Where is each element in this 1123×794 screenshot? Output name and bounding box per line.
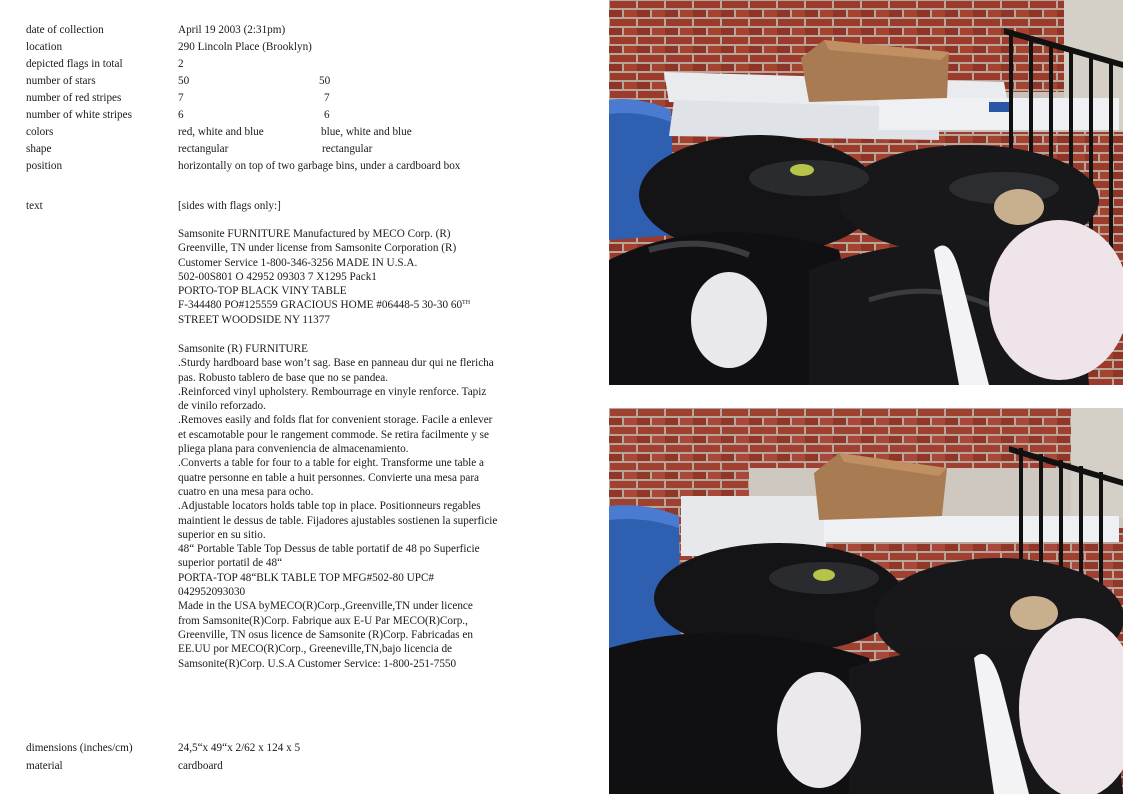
field-material: [26, 759, 586, 774]
text-line: 042952093030: [178, 586, 246, 599]
text-line: .Reinforced vinyl upholstery. Rembourrage en vinyle renforce. Tapiz: [178, 385, 487, 398]
field-label: material: [26, 760, 63, 772]
text-intro: [sides with flags only:]: [178, 200, 281, 212]
text-line: quatre personne en table a huit personnes. Convierte una mesa para: [178, 471, 480, 484]
text-line: from Samsonite(R)Corp. Fabrique aux E-U Par MECO(R)Corp.,: [178, 614, 468, 627]
field-value-flag-2: 50: [319, 75, 331, 87]
text-line: EE.UU por MECO(R)Corp., Greeneville,TN,bajo licencia de: [178, 643, 453, 656]
field-shape: [26, 142, 586, 157]
text-line: 502-00S801 O 42952 09303 7 X1295 Pack1: [178, 270, 377, 283]
field-label: number of stars: [26, 75, 96, 87]
text-line: Samsonite (R) FURNITURE: [178, 343, 308, 355]
text-line: pliega plana para conveniencia de almacenamiento.: [178, 443, 409, 456]
label-text-block: [178, 227, 538, 327]
text-line: [178, 298, 538, 312]
text-line: de vinilo reforzado.: [178, 400, 266, 413]
field-value-flag-2: rectangular: [322, 143, 373, 155]
field-position: [26, 159, 586, 174]
field-text: [26, 199, 586, 214]
text-line: pas. Robusto tablero de base que no se pandea.: [178, 371, 389, 384]
text-line: Made in the USA byMECO(R)Corp.,Greenville,TN under licence: [178, 600, 473, 613]
field-label: shape: [26, 143, 52, 155]
text-line: Greenville, TN under license from Samsonite Corporation (R): [178, 242, 457, 255]
photo-top-image: [609, 0, 1123, 385]
field-value-flag-1: 6: [178, 109, 184, 121]
field-label: depicted flags in total: [26, 58, 123, 70]
field-colors: [26, 125, 586, 140]
field-value: April 19 2003 (2:31pm): [178, 24, 286, 36]
field-label: number of white stripes: [26, 109, 132, 121]
text-line: PORTA-TOP 48“BLK TABLE TOP MFG#502-80 UPC#: [178, 571, 435, 584]
text-line: superior en su sitio.: [178, 528, 266, 541]
text-line: maintient le dessus de table. Fijadores ajustables sostienen la superficie: [178, 514, 498, 527]
field-value: 2: [178, 58, 184, 70]
field-dimensions: [26, 741, 586, 756]
text-line: .Removes easily and folds flat for convenient storage. Facile a enlever: [178, 414, 493, 427]
field-white-stripes: [26, 108, 586, 123]
field-value: horizontally on top of two garbage bins, under a cardboard box: [178, 160, 461, 172]
text-line: .Converts a table for four to a table for eight. Transforme une table a: [178, 457, 485, 470]
field-value-flag-2: 6: [324, 109, 330, 121]
field-value-flag-2: 7: [324, 92, 330, 104]
text-line: .Sturdy hardboard base won’t sag. Base en panneau dur qui ne flericha: [178, 357, 494, 370]
field-value: cardboard: [178, 760, 223, 772]
text-line: 48“ Portable Table Top Dessus de table portatif de 48 po Superficie: [178, 543, 480, 556]
photo-bottom: [609, 408, 1123, 794]
field-number-of-stars: [26, 74, 586, 89]
features-text-block: [178, 342, 538, 671]
field-label: dimensions (inches/cm): [26, 742, 133, 754]
field-red-stripes: [26, 91, 586, 106]
text-line: et escamotable pour le rangement commode. Se retira facilmente y se: [178, 428, 489, 441]
field-value: 24,5“x 49“x 2/62 x 124 x 5: [178, 742, 301, 754]
field-depicted-flags: [26, 57, 586, 72]
superscript: TH: [462, 300, 471, 307]
field-value-flag-2: blue, white and blue: [321, 126, 412, 138]
text-line: PORTO-TOP BLACK VINY TABLE: [178, 285, 347, 298]
text-line: Greenville, TN osus licence de Samsonite (R)Corp. Fabricadas en: [178, 628, 473, 641]
field-date-of-collection: [26, 23, 586, 38]
field-label: location: [26, 41, 63, 53]
text-line: Customer Service 1-800-346-3256 MADE IN U.S.A.: [178, 256, 418, 269]
field-location: [26, 40, 586, 55]
text-line: cuatro en una mesa para ocho.: [178, 485, 314, 498]
text-segment: F-344480 PO#125559 GRACIOUS HOME #06448-5 30-30 60: [178, 299, 463, 312]
field-label: date of collection: [26, 24, 104, 36]
field-label: number of red stripes: [26, 92, 122, 104]
field-value-flag-1: red, white and blue: [178, 126, 264, 138]
photo-bottom-image: [609, 408, 1123, 794]
field-label: text: [26, 200, 43, 212]
text-line: Samsonite(R)Corp. U.S.A Customer Service: 1-800-251-7550: [178, 657, 457, 670]
text-line: Samsonite FURNITURE Manufactured by MECO Corp. (R): [178, 228, 451, 240]
field-value-flag-1: 50: [178, 75, 190, 87]
text-line: STREET WOODSIDE NY 11377: [178, 313, 330, 326]
text-line: superior portatil de 48“: [178, 557, 283, 570]
field-value-flag-1: rectangular: [178, 143, 229, 155]
photo-top: [609, 0, 1123, 385]
field-value-flag-1: 7: [178, 92, 184, 104]
field-value: 290 Lincoln Place (Brooklyn): [178, 41, 312, 53]
field-label: position: [26, 160, 63, 172]
text-line: .Adjustable locators holds table top in place. Positionneurs regables: [178, 500, 481, 513]
field-label: colors: [26, 126, 54, 138]
